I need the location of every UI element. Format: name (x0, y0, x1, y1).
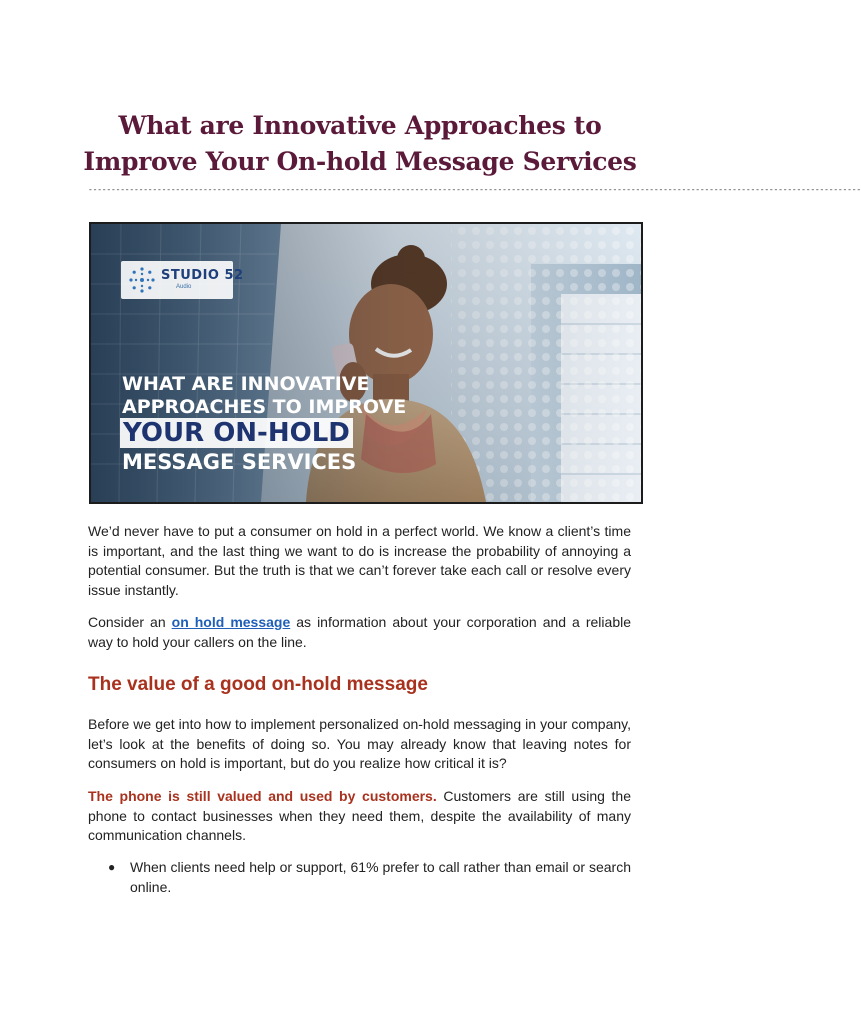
hero-image (89, 222, 643, 504)
intro-text-before-link: Consider an (88, 614, 172, 630)
lead-statement: The phone is still valued and used by customers. (88, 788, 437, 804)
section-paragraph-1: Before we get into how to implement personalized on-hold messaging in your company, let’s look at the benefits of doing so. You may already know that leaving notes for consumers on hold is important, but do you realize how critical it is? (88, 716, 631, 771)
logo-subtitle: Audio (176, 284, 192, 290)
lead-followup: Customers are still using the phone to contact businesses when they need them, despite the availability of many communication channels. (88, 788, 631, 843)
intro-text-after-link: as information about your corporation and a reliable way to hold your callers on the line. (88, 614, 631, 650)
studio52-logo (121, 261, 244, 299)
intro-paragraph-2 (88, 613, 631, 652)
intro-paragraph-1: We’d never have to put a consumer on hold in a perfect world. We know a client’s time is important, and the last thing we want to do is increase the probability of annoying a potential consumer. But the truth is that we can’t forever take each call or resolve every issue instantly. (88, 523, 631, 598)
bullet-list (88, 858, 631, 897)
hero-text-line-1: WHAT ARE INNOVATIVE (122, 373, 370, 395)
hero-text-line-4: MESSAGE SERVICES (122, 450, 357, 474)
logo-burst-icon (128, 266, 156, 294)
list-item (88, 858, 631, 897)
title-separator: ------------------------------------------------------------------------------------------------------------------------------------------------------------------------ (88, 186, 861, 195)
hero-text-line-2: APPROACHES TO IMPROVE (122, 396, 407, 418)
list-item-text: When clients need help or support, 61% prefer to call rather than email or search online. (130, 859, 631, 895)
section-paragraph-2 (88, 787, 631, 846)
hero-text-line-3: YOUR ON-HOLD (120, 418, 353, 448)
bullet-icon: ● (108, 860, 116, 874)
section-heading: The value of a good on-hold message (88, 674, 428, 695)
page-title: What are Innovative Approaches to Improve Your On-hold Message Services (83, 111, 637, 176)
on-hold-message-link[interactable]: on hold message (171, 614, 291, 630)
logo-name: STUDIO 52 (161, 268, 244, 283)
